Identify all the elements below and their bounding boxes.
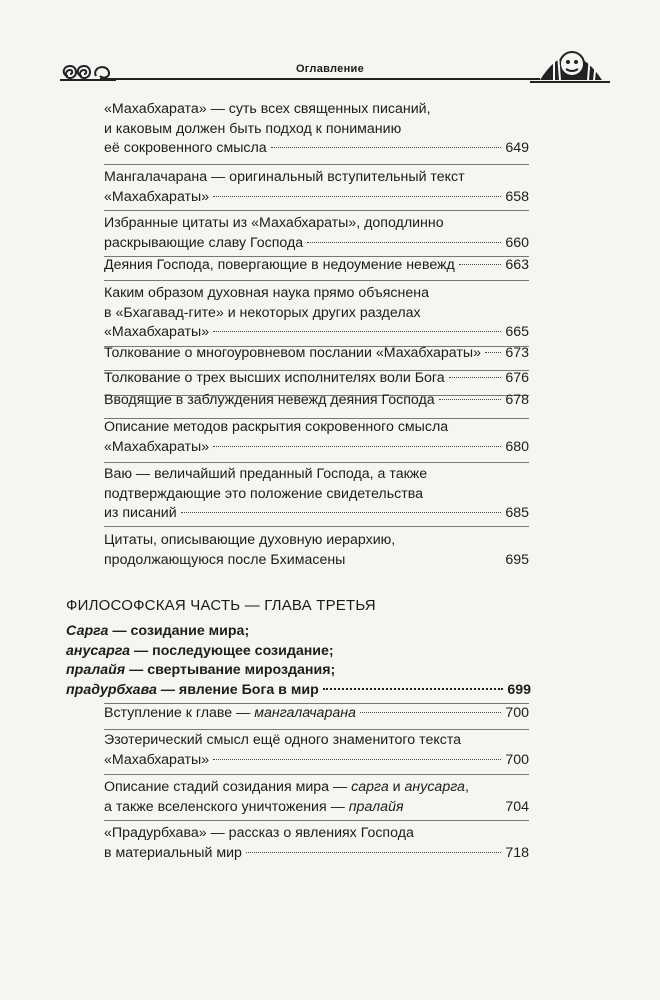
toc-entry[interactable] xyxy=(104,100,529,159)
dot-leader xyxy=(323,688,504,690)
entry-text: раскрывающие славу Господа xyxy=(104,234,304,251)
entry-text: подтверждающие это положение свидетельства xyxy=(104,485,423,502)
toc-entry[interactable] xyxy=(104,214,529,253)
toc-entry[interactable] xyxy=(104,256,529,276)
page-number: 685 xyxy=(505,505,529,521)
header-rule xyxy=(100,78,540,80)
dot-leader xyxy=(307,242,501,243)
entry-text: — явление Бога в мир xyxy=(156,681,319,698)
entry-text: Мангалачарана — оригинальный вступительный текст xyxy=(104,169,465,185)
page-number: 678 xyxy=(505,392,529,408)
dot-leader xyxy=(181,512,502,513)
toc-entry[interactable] xyxy=(104,369,529,389)
entry-text: Толкование о многоуровневом послании «Махабхараты» xyxy=(104,345,481,361)
page-number: 695 xyxy=(505,551,529,568)
entry-text: , xyxy=(464,779,469,795)
toc-entry[interactable] xyxy=(104,168,529,207)
page-number: 660 xyxy=(505,234,529,251)
dot-leader xyxy=(246,852,501,853)
toc-entry[interactable] xyxy=(104,531,529,570)
entry-text: и каковым должен быть подход к пониманию xyxy=(104,120,402,137)
toc-entry[interactable] xyxy=(104,465,529,524)
entry-text: «Махабхараты» xyxy=(104,438,210,455)
entry-separator xyxy=(104,774,529,775)
page-number: 673 xyxy=(505,345,529,361)
toc-entry[interactable] xyxy=(104,284,529,343)
dot-leader xyxy=(213,759,501,760)
toc-entry[interactable] xyxy=(104,824,529,863)
dot-leader xyxy=(213,331,501,332)
term-text: пралайя xyxy=(66,662,126,679)
entry-text: — последующее созидание; xyxy=(130,642,334,659)
dot-leader xyxy=(449,377,502,378)
page-number: 680 xyxy=(505,438,529,455)
page-number: 700 xyxy=(505,751,529,768)
entry-text: «Прадурбхава» — рассказ о явлениях Господа xyxy=(104,825,414,841)
page-header-title: Оглавление xyxy=(295,63,365,75)
dot-leader xyxy=(360,712,501,713)
toc-entry[interactable] xyxy=(104,344,529,364)
page-number: 665 xyxy=(505,324,529,340)
entry-text: и xyxy=(388,779,405,795)
entry-text: её сокровенного смысла xyxy=(104,140,267,156)
term-text: Сарга xyxy=(66,623,109,639)
chapter-subtitle-entry[interactable] xyxy=(66,622,531,700)
entry-text: Вводящие в заблуждения невежд деяния Господа xyxy=(104,392,435,408)
dot-leader xyxy=(459,264,502,265)
dot-leader xyxy=(271,147,502,148)
entry-text: Избранные цитаты из «Махабхараты», доподлинно xyxy=(104,215,444,231)
term-text: прадурбхава xyxy=(66,681,157,698)
entry-text: в материальный мир xyxy=(104,844,242,861)
page-number: 658 xyxy=(505,188,529,205)
entry-text: Эзотерический смысл ещё одного знаменитого текста xyxy=(104,732,462,748)
chapter-title: ФИЛОСОФСКАЯ ЧАСТЬ — ГЛАВА ТРЕТЬЯ xyxy=(66,597,376,614)
term-text: сарга xyxy=(351,779,389,795)
term-text: анусарга xyxy=(66,642,131,659)
toc-entry[interactable] xyxy=(104,731,529,770)
entry-text: «Махабхараты» xyxy=(104,324,210,340)
entry-text: «Махабхараты» xyxy=(104,751,210,768)
entry-separator xyxy=(104,526,529,527)
toc-entry[interactable] xyxy=(104,778,529,817)
entry-text: Толкование о трех высших исполнителях воли Бога xyxy=(104,370,445,386)
page-header xyxy=(60,40,600,90)
page-number: 676 xyxy=(505,370,529,386)
page-number: 663 xyxy=(505,257,529,273)
entry-separator xyxy=(104,164,529,165)
dot-leader xyxy=(439,399,502,400)
dot-leader xyxy=(485,352,501,353)
page-number: 700 xyxy=(505,705,529,721)
entry-text: Описание методов раскрытия сокровенного смысла xyxy=(104,419,449,435)
page-number: 649 xyxy=(505,140,529,156)
entry-text: из писаний xyxy=(104,505,177,521)
entry-text: Вступление к главе — xyxy=(104,705,255,721)
page-number: 699 xyxy=(507,681,531,698)
entry-text: а также вселенского уничтожения — xyxy=(104,798,349,815)
entry-separator xyxy=(104,210,529,211)
dot-leader xyxy=(213,196,501,197)
term-text: мангалачарана xyxy=(254,705,356,721)
entry-text: Цитаты, описывающие духовную иерархию, xyxy=(104,532,396,548)
entry-separator xyxy=(104,280,529,281)
entry-text: Каким образом духовная наука прямо объяснена xyxy=(104,285,429,301)
entry-text: Ваю — величайший преданный Господа, а также xyxy=(104,466,428,482)
entry-text: Описание стадий созидания мира — xyxy=(104,779,352,795)
deity-face-ornament-icon xyxy=(530,40,610,88)
toc-entry[interactable] xyxy=(104,418,529,457)
entry-text: продолжающуюся после Бхимасены xyxy=(104,551,346,568)
toc-entry[interactable] xyxy=(104,391,529,411)
entry-text: — свертывание мироздания; xyxy=(125,662,336,679)
page-number: 718 xyxy=(505,844,529,861)
entry-text: в «Бхагавад-гите» и некоторых других разделах xyxy=(104,304,421,321)
entry-separator xyxy=(104,820,529,821)
toc-entry[interactable] xyxy=(104,704,529,724)
dot-leader xyxy=(213,446,501,447)
entry-separator xyxy=(104,729,529,730)
entry-text: — созидание мира; xyxy=(108,623,250,639)
term-text: анусарга xyxy=(404,779,465,795)
entry-text: «Махабхарата» — суть всех священных писаний, xyxy=(104,101,431,117)
page-number: 704 xyxy=(505,798,529,815)
entry-text: Деяния Господа, повергающие в недоумение невежд xyxy=(104,257,455,273)
entry-text: «Махабхараты» xyxy=(104,188,210,205)
entry-separator xyxy=(104,462,529,463)
term-text: пралайя xyxy=(348,798,404,815)
